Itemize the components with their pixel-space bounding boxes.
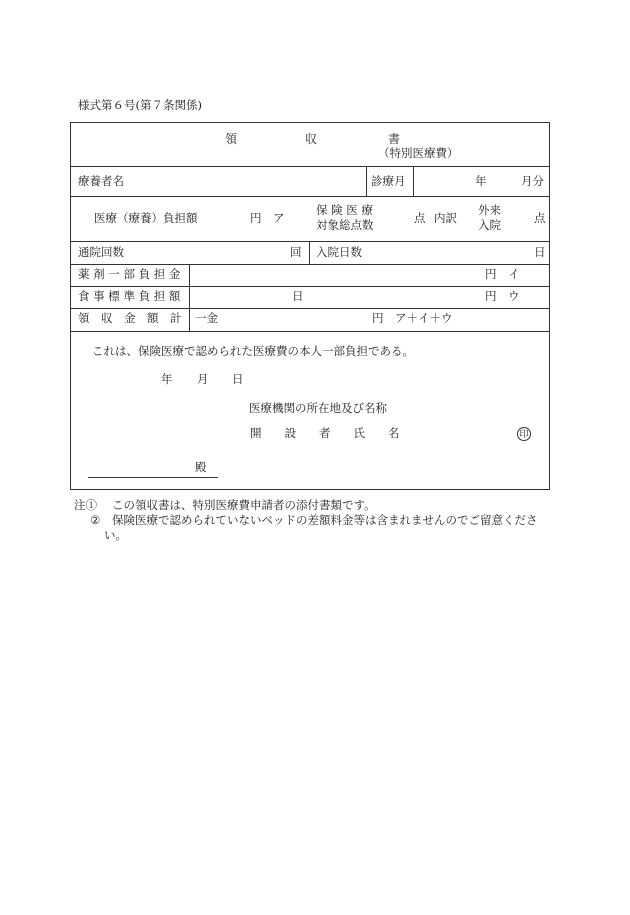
divider — [189, 264, 190, 331]
patient-name-label: 療養者名 — [78, 174, 124, 188]
yen-u: 円 ウ — [485, 289, 520, 303]
inpatient-days-label: 入院日数 — [316, 245, 362, 259]
exam-month-label: 診療月 — [371, 174, 406, 188]
breakdown-label: 内訳 — [434, 211, 457, 225]
yen-i: 円 イ — [485, 267, 520, 281]
addressee-line — [88, 477, 218, 478]
divider — [70, 286, 550, 287]
points-label-line1: 保 険 医 療 — [316, 203, 373, 217]
note-2-text-line1: 保険医療で認められていないベッドの差額料金等は含まれませんのでご留意くださ — [112, 513, 538, 527]
month-unit: 月分 — [521, 174, 544, 188]
points-unit: 点 — [414, 211, 426, 225]
days-unit: 日 — [534, 245, 546, 259]
divider — [70, 196, 550, 197]
title-char-3: 書 — [388, 132, 401, 146]
meal-days-unit: 日 — [292, 289, 304, 303]
title-subtitle: （特別医療費） — [378, 146, 459, 160]
visits-unit: 回 — [290, 245, 302, 259]
divider — [70, 331, 550, 332]
divider — [70, 166, 550, 167]
statement-text: これは、保険医療で認められた医療費の本人一部負担である。 — [92, 344, 414, 358]
yen-total: 円 ア＋イ＋ウ — [372, 311, 453, 325]
note-2-marker: ② — [90, 513, 101, 527]
year-unit: 年 — [475, 174, 487, 188]
form-number: 様式第６号(第７条関係) — [78, 98, 202, 112]
yen-a: 円 ア — [250, 211, 285, 225]
divider — [366, 166, 367, 196]
divider — [70, 308, 550, 309]
date-day: 日 — [232, 372, 244, 386]
note-2-text-line2: い。 — [104, 528, 127, 542]
title-char-1: 領 — [225, 132, 238, 146]
outpatient-visits-label: 通院回数 — [78, 245, 124, 259]
outpatient-label: 外来 — [478, 203, 501, 217]
inpatient-label: 入院 — [478, 218, 501, 232]
points-unit-2: 点 — [534, 211, 546, 225]
total-prefix: 一金 — [195, 311, 218, 325]
date-month: 月 — [197, 372, 209, 386]
addressee-suffix: 殿 — [195, 460, 207, 474]
divider — [70, 241, 550, 242]
drug-copay-label: 薬 剤 一 部 負 担 金 — [78, 267, 181, 281]
note-1-text: この領収書は、特別医療費申請者の添付書類です。 — [112, 498, 376, 512]
note-1-marker: 注① — [74, 498, 97, 512]
total-received-label: 領 収 金 額 計 — [78, 311, 182, 325]
divider — [309, 241, 310, 264]
date-year: 年 — [161, 372, 173, 386]
divider — [413, 166, 414, 196]
title-char-2: 収 — [305, 132, 318, 146]
divider — [70, 264, 550, 265]
meal-cost-label: 食 事 標 準 負 担 額 — [78, 289, 181, 303]
medical-cost-label: 医療（療養）負担額 — [94, 211, 198, 225]
founder-label: 開 設 者 氏 名 — [250, 426, 400, 440]
institution-label: 医療機関の所在地及び名称 — [249, 401, 387, 415]
points-label-line2: 対象総点数 — [316, 218, 374, 232]
seal-icon: 印 — [517, 427, 531, 441]
